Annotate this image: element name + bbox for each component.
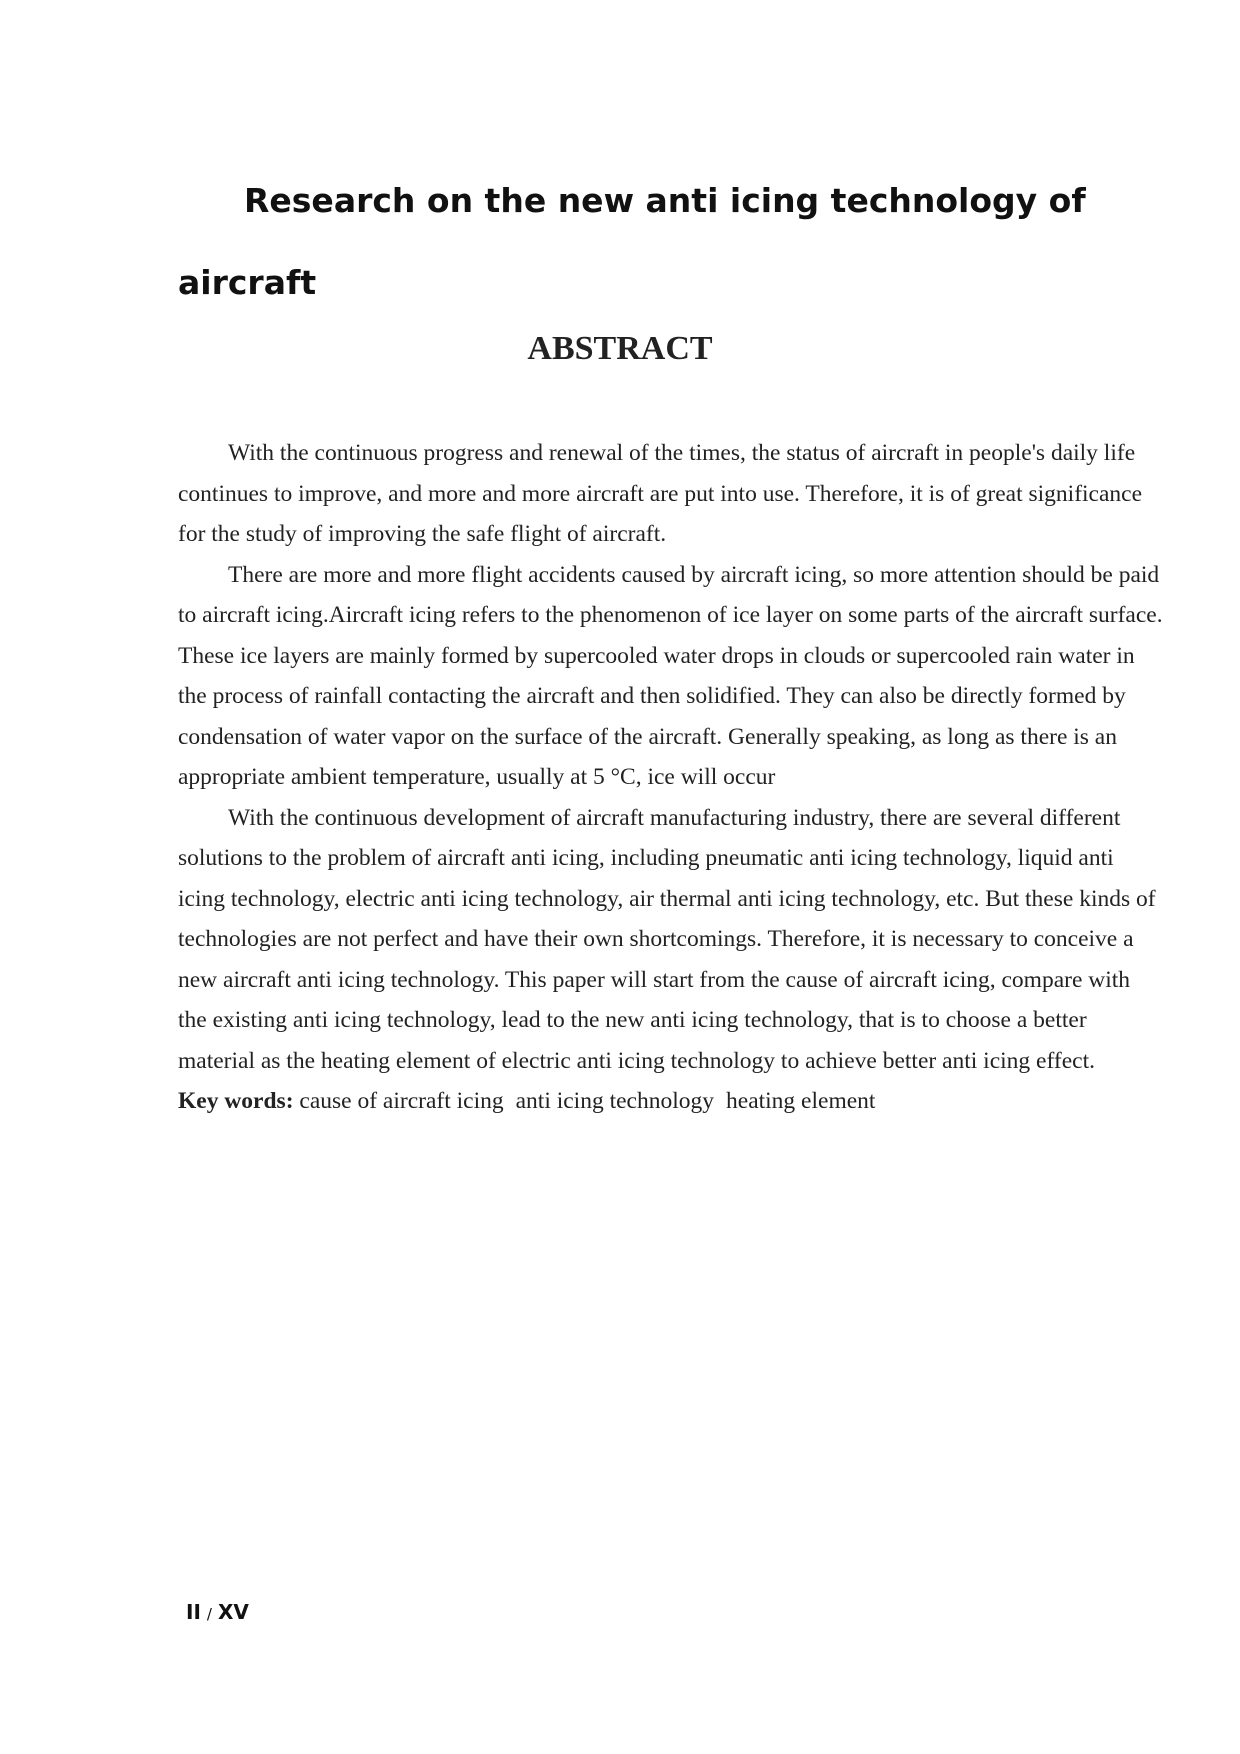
- keyword-item: heating element: [726, 1088, 876, 1114]
- abstract-paragraph: With the continuous progress and renewal of the times, the status of aircraft in people's daily life continues to improve, and more and more aircraft are put into use. Therefore, it is of great significance for the study of improving the safe flight of aircraft.: [178, 440, 1143, 547]
- keywords-label: Key words:: [178, 1088, 294, 1114]
- page-number: [186, 1600, 249, 1624]
- page-total: XV: [217, 1600, 249, 1624]
- abstract-heading: ABSTRACT: [527, 330, 713, 367]
- page-separator: /: [206, 1605, 212, 1623]
- keyword-item: cause of aircraft icing: [299, 1088, 504, 1114]
- abstract-paragraph: With the continuous development of aircraft manufacturing industry, there are several different solutions to the problem of aircraft anti icing, including pneumatic anti icing technology, liquid anti icing technology, electric anti icing technology, air thermal anti icing technology, etc. But these kinds of technologies are not perfect and have their own shortcomings. Therefore, it is necessary to conceive a new aircraft anti icing technology. This paper will start from the cause of aircraft icing, compare with the existing anti icing technology, lead to the new anti icing technology, that is to choose a better material as the heating element of electric anti icing technology to achieve better anti icing effect.: [178, 804, 1156, 1074]
- page-current: II: [186, 1600, 201, 1624]
- abstract-paragraph: There are more and more flight accidents caused by aircraft icing, so more attention should be paid to aircraft icing.Aircraft icing refers to the phenomenon of ice layer on some parts of the aircraft surface. These ice layers are mainly formed by supercooled water drops in clouds or supercooled rain water in the process of rainfall contacting the aircraft and then solidified. They can also be directly formed by condensation of water vapor on the surface of the aircraft. Generally speaking, as long as there is an appropriate ambient temperature, usually at 5 °C, ice will occur: [178, 561, 1163, 790]
- abstract-body: [178, 433, 1163, 1122]
- keywords-line: [178, 1081, 1163, 1122]
- paper-title: Research on the new anti icing technology of aircraft: [178, 181, 1086, 302]
- keyword-item: anti icing technology: [515, 1088, 715, 1114]
